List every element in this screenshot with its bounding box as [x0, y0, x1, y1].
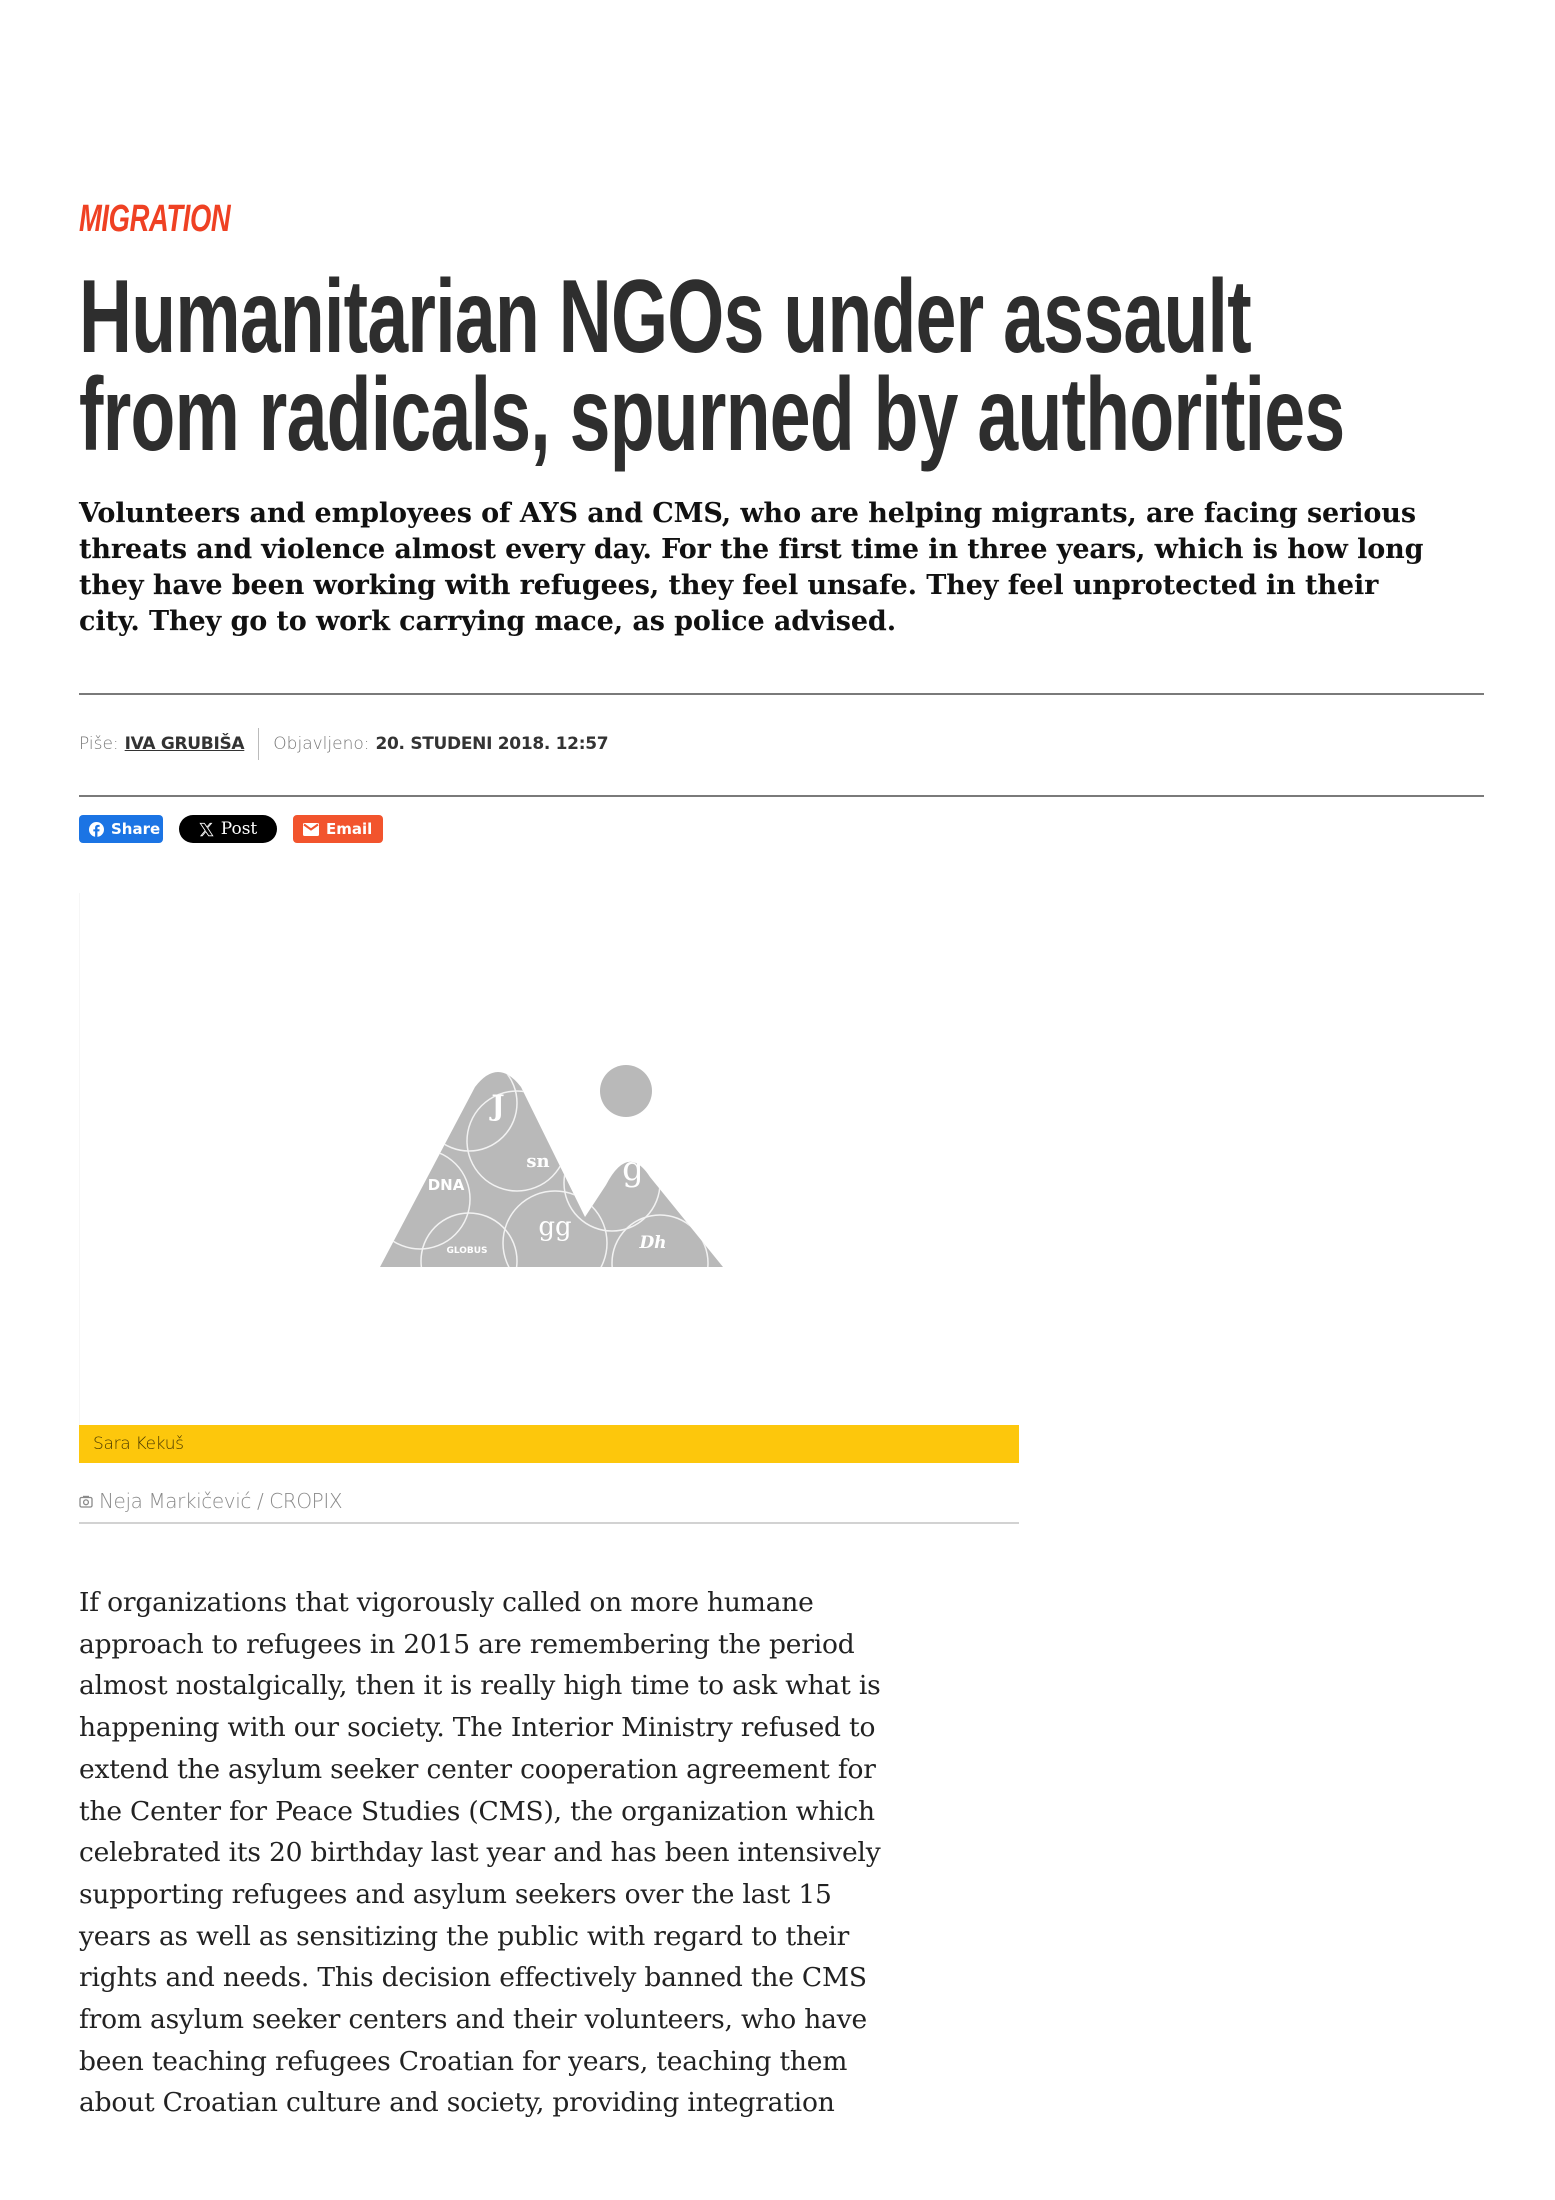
- body-line: supporting refugees and asylum seekers over the last 15: [79, 1878, 832, 1910]
- facebook-share-button[interactable]: [79, 815, 163, 843]
- author-label: Piše:: [79, 734, 119, 754]
- published-label: Objavljeno:: [273, 734, 370, 754]
- article-photo-placeholder: [79, 893, 1020, 1425]
- standfirst-line: city. They go to work carrying mace, as police advised.: [79, 606, 897, 637]
- logo-j: J: [491, 1089, 505, 1122]
- photo-credit: [79, 1480, 1019, 1522]
- photo-caption-text: Sara Kekuš: [93, 1434, 184, 1454]
- category-label[interactable]: MIGRATION: [79, 198, 231, 240]
- photo-caption: [79, 1425, 1019, 1463]
- body-line: about Croatian culture and society, providing integration: [79, 2087, 835, 2119]
- body-line: almost nostalgically, then it is really high time to ask what is: [79, 1670, 881, 1702]
- body-line: years as well as sensitizing the public with regard to their: [79, 1920, 850, 1952]
- email-share-label: Email: [326, 820, 373, 838]
- logo-g: g: [622, 1149, 644, 1189]
- x-post-label: Post: [220, 819, 258, 839]
- divider: [79, 693, 1484, 695]
- headline-line: Humanitarian NGOs under assault: [79, 259, 1251, 375]
- article-body: [79, 1582, 959, 2124]
- body-line: the Center for Peace Studies (CMS), the organization which: [79, 1795, 875, 1827]
- body-line: rights and needs. This decision effectively banned the CMS: [79, 1962, 867, 1994]
- headline-line: from radicals, spurned by authorities: [79, 357, 1345, 473]
- image-placeholder-icon: [380, 1065, 725, 1270]
- photo-credit-text: Neja Markičević / CROPIX: [99, 1489, 343, 1513]
- body-line: happening with our society. The Interior Ministry refused to: [79, 1712, 876, 1744]
- logo-dh: Dh: [639, 1233, 667, 1253]
- body-line: approach to refugees in 2015 are remembering the period: [79, 1628, 855, 1660]
- facebook-share-label: Share: [111, 820, 161, 838]
- body-line: from asylum seeker centers and their volunteers, who have: [79, 2004, 867, 2036]
- standfirst-line: they have been working with refugees, they feel unsafe. They feel unprotected in their: [79, 570, 1379, 601]
- facebook-icon: [89, 822, 104, 837]
- body-line: been teaching refugees Croatian for years, teaching them: [79, 2045, 848, 2077]
- body-line: extend the asylum seeker center cooperation agreement for: [79, 1753, 876, 1785]
- divider: [79, 795, 1484, 797]
- divider: [79, 1522, 1019, 1524]
- article-meta: [79, 728, 608, 760]
- share-bar: [79, 815, 383, 843]
- camera-icon: [79, 1495, 93, 1508]
- headline: [79, 259, 1503, 473]
- meta-separator: [258, 728, 259, 760]
- body-line: celebrated its 20 birthday last year and has been intensively: [79, 1837, 881, 1869]
- standfirst-line: Volunteers and employees of AYS and CMS, who are helping migrants, are facing serious: [79, 498, 1416, 529]
- logo-globus: GLOBUS: [446, 1246, 488, 1256]
- standfirst: [79, 496, 1489, 640]
- author-link[interactable]: IVA GRUBIŠA: [124, 734, 245, 754]
- x-logo-icon: [199, 822, 214, 837]
- logo-sn: sn: [526, 1151, 550, 1172]
- body-line: If organizations that vigorously called on more humane: [79, 1587, 814, 1618]
- published-date: 20. STUDENI 2018. 12:57: [375, 734, 609, 754]
- email-share-button[interactable]: [293, 815, 383, 843]
- logo-gg: gg: [538, 1212, 572, 1242]
- envelope-icon: [303, 823, 319, 836]
- standfirst-line: threats and violence almost every day. For the first time in three years, which is how long: [79, 534, 1424, 565]
- x-post-button[interactable]: [179, 815, 277, 843]
- logo-dna: DNA: [427, 1176, 465, 1194]
